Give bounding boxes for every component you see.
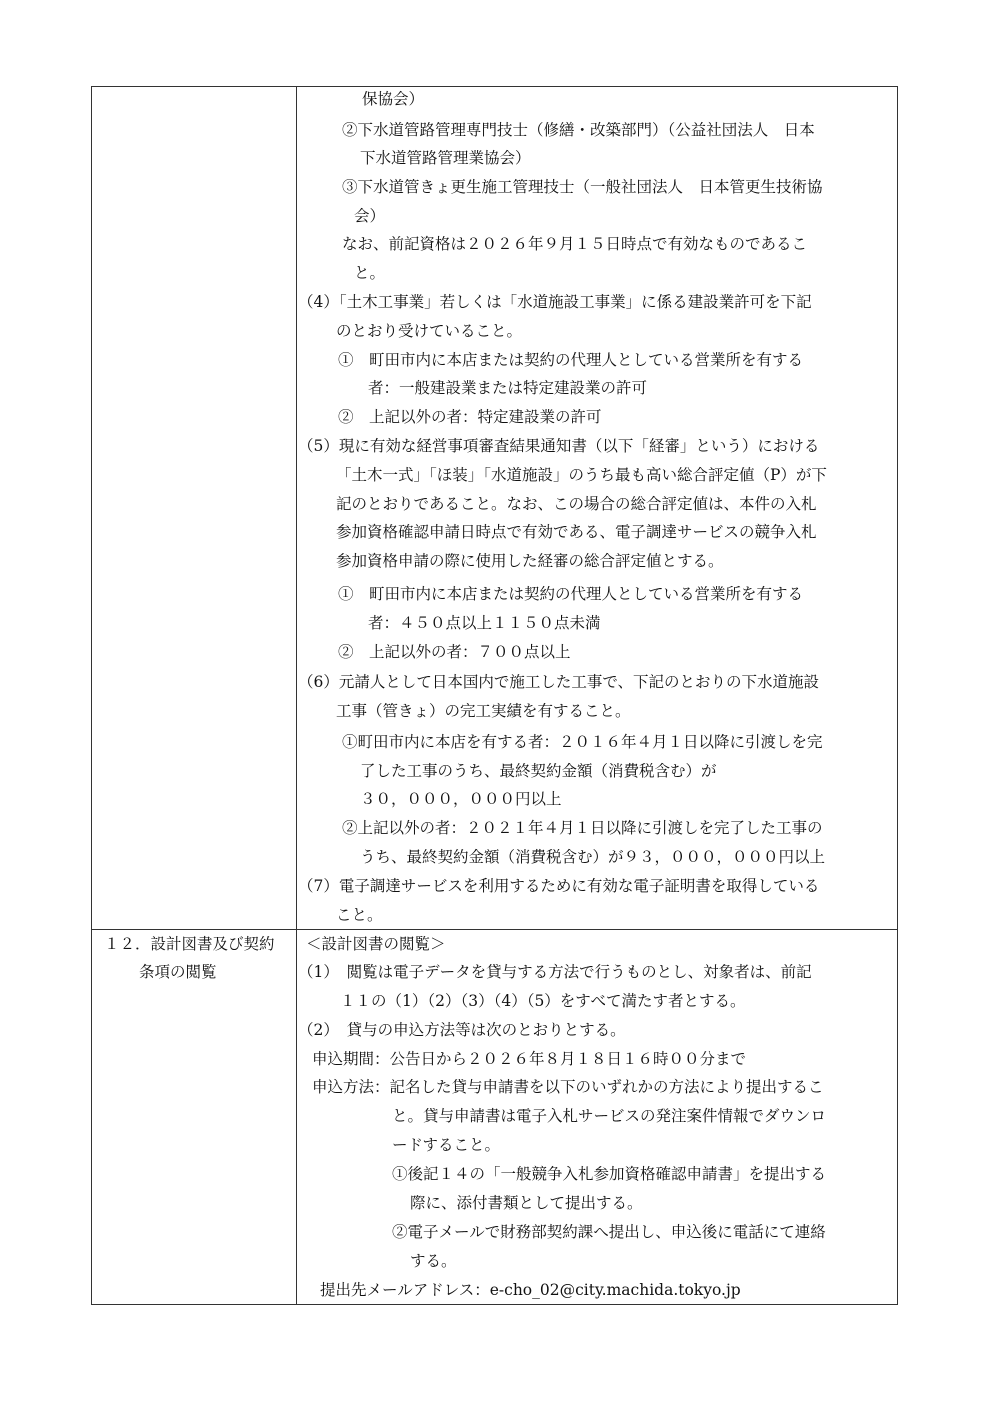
text-line: 際に、添付書類として提出する。: [410, 1194, 643, 1212]
row-heading-cell: [92, 930, 297, 1305]
text-line: 者：４５０点以上１１５０点未満: [368, 614, 601, 632]
text-line: うち、最終契約金額（消費税含む）が９３，０００，０００円以上: [360, 848, 826, 866]
text-line: 者：一般建設業または特定建設業の許可: [368, 379, 648, 397]
text-line: こと。: [336, 906, 383, 924]
text-line: （5）現に有効な経営事項審査結果通知書（以下「経審」という）における: [298, 437, 820, 455]
text-line: ①後記１４の「一般競争入札参加資格確認申請書」を提出する: [392, 1165, 827, 1183]
qualifications-content-cell: [297, 87, 898, 930]
table-row-qualifications: [92, 87, 898, 930]
text-line: （1） 閲覧は電子データを貸与する方法で行うものとし、対象者は、前記: [298, 963, 812, 981]
text-line: 工事（管きょ）の完工実績を有すること。: [336, 702, 631, 720]
text-line: 参加資格申請の際に使用した経審の総合評定値とする。: [336, 552, 724, 570]
text-line: ②電子メールで財務部契約課へ提出し、申込後に電話にて連絡: [392, 1223, 826, 1241]
text-line: １１の（1）（2）（3）（4）（5）をすべて満たす者とする。: [340, 992, 746, 1010]
text-line: 申込期間：公告日から２０２６年８月１８日１６時００分まで: [312, 1050, 747, 1068]
text-line: ードすること。: [392, 1136, 501, 1154]
text-line: （6）元請人として日本国内で施工した工事で、下記のとおりの下水道施設: [298, 673, 820, 691]
text-line: と。貸与申請書は電子入札サービスの発注案件情報でダウンロ: [392, 1107, 827, 1125]
table-row-drawings: [92, 930, 898, 1305]
text-line: 参加資格確認申請日時点で有効である、電子調達サービスの競争入札: [336, 523, 817, 541]
text-line: ３０，０００，０００円以上: [360, 790, 562, 808]
text-line: 保協会）: [362, 90, 425, 108]
text-line: ② 上記以外の者：７００点以上: [338, 643, 571, 661]
row-heading-cell: [92, 87, 297, 930]
text-line: ① 町田市内に本店または契約の代理人としている営業所を有する: [338, 585, 804, 603]
text-line: 下水道管路管理業協会）: [360, 149, 531, 167]
text-line: ③下水道管きょ更生施工管理技士（一般社団法人 日本管更生技術協: [342, 178, 823, 196]
text-line: ② 上記以外の者：特定建設業の許可: [338, 408, 602, 426]
text-line: のとおり受けていること。: [336, 322, 523, 340]
text-line: ②下水道管路管理専門技士（修繕・改築部門）（公益社団法人 日本: [342, 121, 815, 139]
text-line: 申込方法：記名した貸与申請書を以下のいずれかの方法により提出するこ: [312, 1078, 824, 1096]
subheading-text: ＜設計図書の閲覧＞: [306, 935, 446, 953]
text-line: 会）: [354, 207, 386, 225]
drawings-content-cell: [297, 930, 898, 1305]
text-line: と。: [354, 264, 386, 282]
text-line: ②上記以外の者：２０２１年４月１日以降に引渡しを完了した工事の: [342, 819, 823, 837]
document-table: [91, 86, 898, 1305]
text-line: 記のとおりであること。なお、この場合の総合評定値は、本件の入札: [336, 495, 817, 513]
text-line: （2） 貸与の申込方法等は次のとおりとする。: [298, 1021, 626, 1039]
text-line: （7）電子調達サービスを利用するために有効な電子証明書を取得している: [298, 877, 820, 895]
text-line: なお、前記資格は２０２６年９月１５日時点で有効なものであるこ: [342, 235, 808, 253]
text-line: する。: [410, 1252, 457, 1270]
text-line: 「土木一式」「ほ装」「水道施設」のうち最も高い総合評定値（P）が下: [336, 466, 827, 484]
text-line: ①町田市内に本店を有する者：２０１６年４月１日以降に引渡しを完: [342, 733, 823, 751]
text-line: 了した工事のうち、最終契約金額（消費税含む）が: [360, 762, 717, 780]
email-address-text: 提出先メールアドレス：e-cho_02@city.machida.tokyo.jp: [320, 1281, 741, 1299]
text-line: （4）「土木工事業」若しくは「水道施設工事業」に係る建設業許可を下記: [298, 293, 812, 311]
text-line: ① 町田市内に本店または契約の代理人としている営業所を有する: [338, 351, 804, 369]
row-heading-text: １２．設計図書及び契約: [104, 935, 275, 953]
row-heading-text: 条項の閲覧: [139, 963, 217, 981]
